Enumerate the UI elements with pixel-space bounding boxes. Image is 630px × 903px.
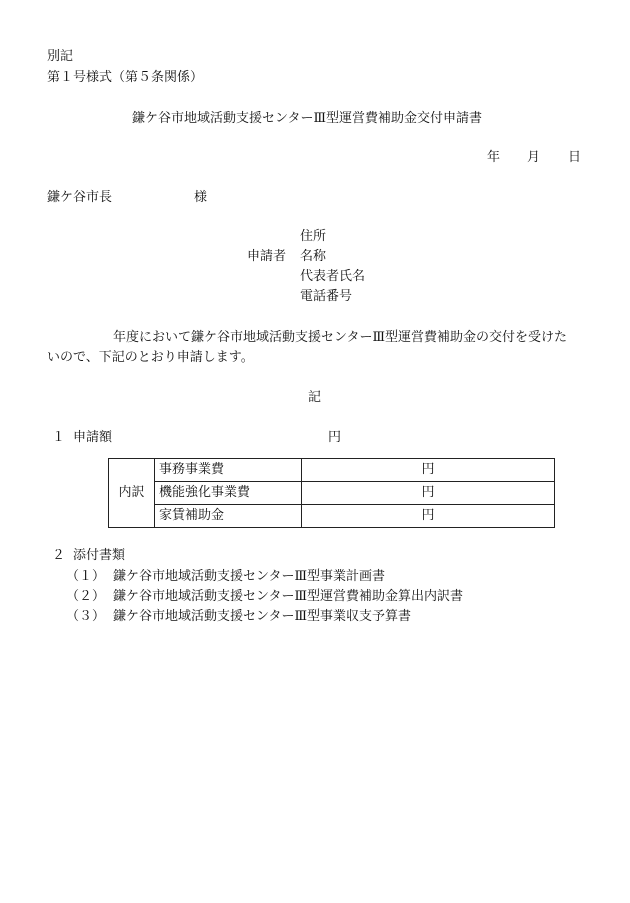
ki-heading: 記 <box>308 390 322 405</box>
table-row <box>109 482 555 505</box>
attachment-number: （３） <box>66 609 106 624</box>
breakdown-amount: 円 <box>302 459 555 482</box>
breakdown-item: 家賃補助金 <box>155 505 302 528</box>
breakdown-item: 機能強化事業費 <box>155 482 302 505</box>
attachment-number: （１） <box>66 569 106 584</box>
date-month: 月 <box>527 150 541 165</box>
body-text-line2: いので、下記のとおり申請します。 <box>47 350 254 365</box>
applicant-representative-label: 代表者氏名 <box>300 269 366 284</box>
section2-label: 添付書類 <box>73 548 126 563</box>
breakdown-item: 事務事業費 <box>155 459 302 482</box>
breakdown-label: 内訳 <box>109 459 155 528</box>
breakdown-amount: 円 <box>302 505 555 528</box>
applicant-address-label: 住所 <box>300 229 327 244</box>
attachment-number: （２） <box>66 589 106 604</box>
section1-number: １ <box>52 430 66 445</box>
table-row <box>109 505 555 528</box>
addressee-honorific: 様 <box>194 190 208 205</box>
document-title: 鎌ケ谷市地域活動支援センターⅢ型運営費補助金交付申請書 <box>132 111 483 126</box>
date-year: 年 <box>487 150 501 165</box>
form-number: 第１号様式（第５条関係） <box>47 70 204 85</box>
body-text-line1: 年度において鎌ケ谷市地域活動支援センターⅢ型運営費補助金の交付を受けた <box>113 330 568 345</box>
section1-label: 申請額 <box>73 430 113 445</box>
breakdown-amount: 円 <box>302 482 555 505</box>
table-row <box>109 459 555 482</box>
date-day: 日 <box>568 150 582 165</box>
attachment-text: 鎌ケ谷市地域活動支援センターⅢ型事業計画書 <box>113 569 386 584</box>
appendix-label: 別記 <box>47 49 74 64</box>
addressee-name: 鎌ケ谷市長 <box>47 190 113 205</box>
applicant-phone-label: 電話番号 <box>300 289 353 304</box>
applicant-name-label: 名称 <box>300 249 327 264</box>
breakdown-table <box>108 458 555 528</box>
applicant-label: 申請者 <box>247 249 287 264</box>
attachment-text: 鎌ケ谷市地域活動支援センターⅢ型運営費補助金算出内訳書 <box>113 589 464 604</box>
section2-number: ２ <box>52 548 66 563</box>
section1-unit: 円 <box>328 430 342 445</box>
attachment-text: 鎌ケ谷市地域活動支援センターⅢ型事業収支予算書 <box>113 609 412 624</box>
